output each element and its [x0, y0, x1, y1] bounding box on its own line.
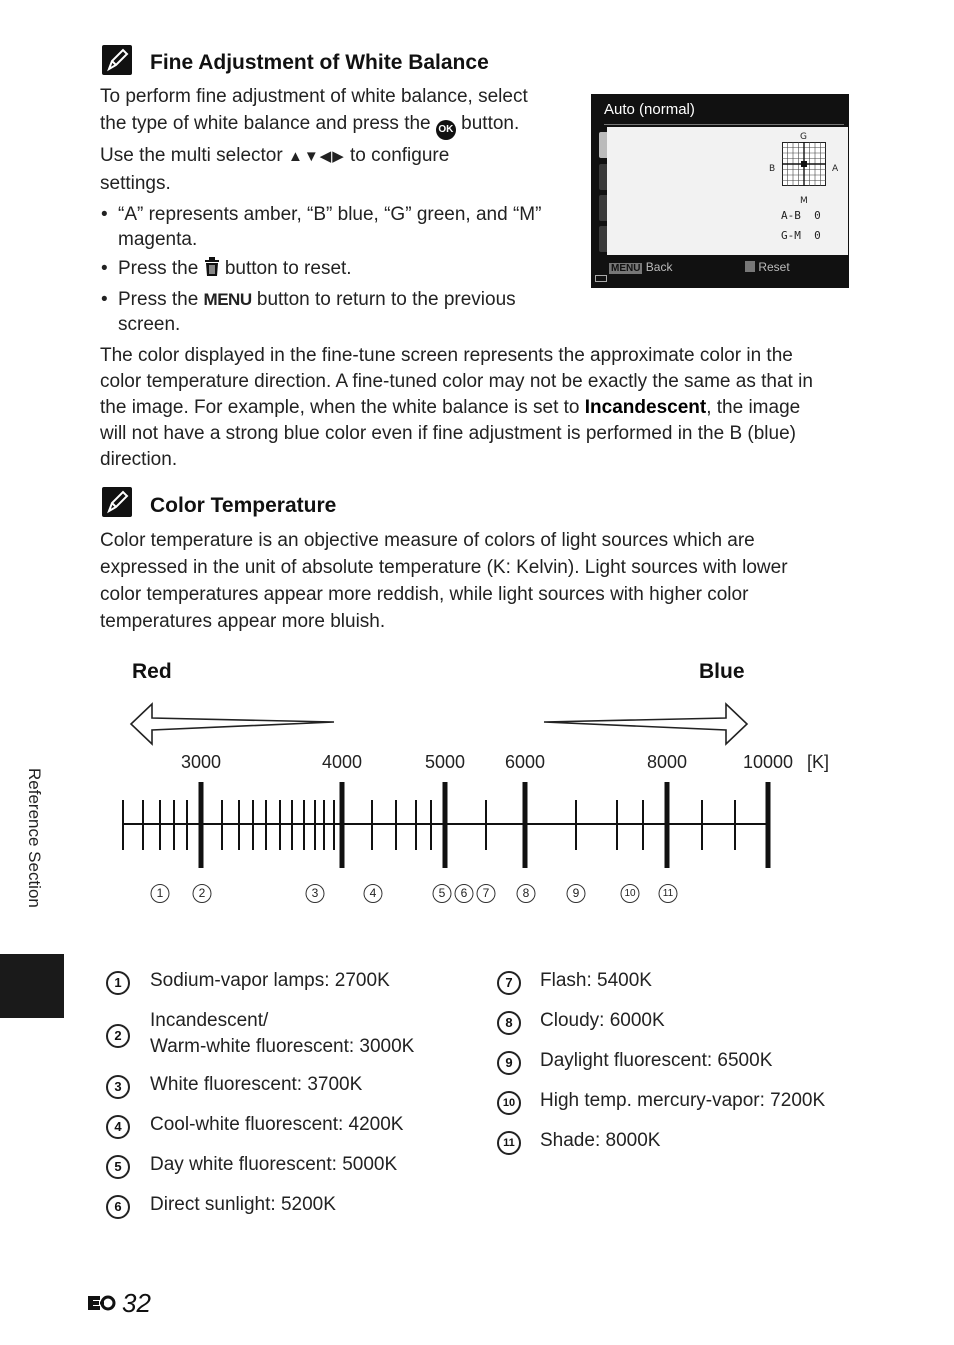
legend-number: 6 — [106, 1195, 130, 1219]
legend-item-flash: Flash: 5400K — [540, 970, 652, 991]
legend-number: 9 — [497, 1051, 521, 1075]
camera-tab — [599, 226, 607, 252]
trash-icon — [204, 257, 220, 284]
grid-label-m: M — [800, 196, 808, 206]
multi-selector-arrows-icon: ▲▼◀▶ — [287, 148, 345, 165]
scale-marker-5: 5 — [433, 884, 452, 903]
camera-reset-hint[interactable]: Reset — [745, 260, 790, 274]
incandescent-term: Incandescent — [584, 397, 707, 418]
kelvin-label-4000: 4000 — [321, 752, 363, 772]
red-arrow — [128, 701, 338, 747]
legend-number: 2 — [106, 1024, 130, 1048]
camera-title-rule — [604, 124, 844, 125]
intro-paragraph: To perform fine adjustment of white balance, select the type of white balance and press the OK button. — [100, 83, 570, 140]
legend-number: 5 — [106, 1155, 130, 1179]
white-balance-grid[interactable] — [782, 142, 826, 186]
legend-number: 11 — [497, 1131, 521, 1155]
blue-arrow — [541, 701, 751, 747]
bullet-item-color-letters: • “A” represents amber, “B” blue, “G” green, and “M” magenta. — [101, 204, 542, 250]
legend-number: 3 — [106, 1075, 130, 1099]
camera-tab — [599, 195, 607, 221]
legend-item-incandescent: Incandescent/ Warm-white fluorescent: 3000K — [150, 1010, 415, 1057]
legend-item-mercury-vapor: High temp. mercury-vapor: 7200K — [540, 1090, 826, 1111]
kelvin-label-10000: 10000 — [742, 752, 794, 772]
kelvin-label-3000: 3000 — [180, 752, 222, 772]
section-title-color-temperature: Color Temperature — [150, 494, 337, 517]
ok-button-icon: OK — [436, 120, 456, 140]
legend-item-shade: Shade: 8000K — [540, 1130, 661, 1151]
menu-button-icon: MENU — [203, 290, 252, 309]
legend-item-cloudy: Cloudy: 6000K — [540, 1010, 665, 1031]
scale-marker-3: 3 — [306, 884, 325, 903]
legend-item-sodium: Sodium-vapor lamps: 2700K — [150, 970, 390, 991]
legend-number: 8 — [497, 1011, 521, 1035]
note-pencil-icon — [102, 45, 132, 75]
scale-marker-1: 1 — [151, 884, 170, 903]
camera-fine-tune-screen — [591, 94, 849, 288]
section-thumb-tab — [0, 954, 64, 1018]
camera-screen-title: Auto (normal) — [604, 101, 695, 118]
legend-number: 1 — [106, 971, 130, 995]
scale-marker-9: 9 — [567, 884, 586, 903]
grid-label-g: G — [800, 132, 807, 142]
legend-item-direct-sunlight: Direct sunlight: 5200K — [150, 1194, 336, 1215]
blue-label: Blue — [699, 660, 745, 683]
reference-section-label: Reference Section — [25, 768, 44, 908]
section-title-fine-adjustment: Fine Adjustment of White Balance — [150, 51, 489, 74]
legend-number: 7 — [497, 971, 521, 995]
menu-key-icon: MENU — [611, 263, 641, 274]
legend-item-cool-white: Cool-white fluorescent: 4200K — [150, 1114, 404, 1135]
scale-marker-7: 7 — [477, 884, 496, 903]
kelvin-unit: [K] — [806, 752, 830, 772]
scale-marker-4: 4 — [364, 884, 383, 903]
color-temperature-paragraph: Color temperature is an objective measure of colors of light sources which are expressed in the unit of absolute temperature (K: Kelvin). Light sources with lower color temperatures appear more reddish, while light sources with higher color temperatures appear more bluish. — [100, 530, 788, 632]
trash-small-icon — [745, 261, 755, 272]
kelvin-label-5000: 5000 — [424, 752, 466, 772]
note-pencil-icon — [102, 487, 132, 517]
kelvin-label-8000: 8000 — [646, 752, 688, 772]
fine-tune-panel — [607, 127, 848, 255]
multi-selector-paragraph: Use the multi selector ▲▼◀▶ to configure settings. — [100, 145, 450, 194]
kelvin-label-6000: 6000 — [504, 752, 546, 772]
kelvin-scale — [0, 778, 954, 878]
scale-marker-10: 10 — [621, 884, 640, 903]
legend-item-white-fluorescent: White fluorescent: 3700K — [150, 1074, 363, 1095]
scale-marker-6: 6 — [455, 884, 474, 903]
grid-label-a: A — [832, 164, 839, 174]
gm-readout: G-M 0 — [781, 229, 821, 242]
bullet-item-reset: • Press the button to reset. — [118, 256, 568, 284]
legend-number: 10 — [497, 1091, 521, 1115]
legend-item-daylight-fluorescent: Daylight fluorescent: 6500K — [540, 1050, 773, 1071]
scale-marker-8: 8 — [517, 884, 536, 903]
grid-label-b: B — [769, 164, 776, 174]
scale-marker-11: 11 — [659, 884, 678, 903]
battery-icon — [595, 275, 607, 282]
fine-tune-explanation: The color displayed in the fine-tune screen represents the approximate color in the color temperature direction. A fine-tuned color may not be exactly the same as that in the image. For example, when the white balance is set to Incandescent, the image will not have a strong blue color even if fine adjustment is performed in the B (blue) direction. — [100, 345, 813, 470]
legend-number: 4 — [106, 1115, 130, 1139]
scale-marker-2: 2 — [193, 884, 212, 903]
page-number: 32 — [86, 1288, 151, 1319]
camera-tab — [599, 164, 607, 190]
ab-readout: A-B 0 — [781, 209, 821, 222]
bullet-item-menu: • Press the MENU button to return to the previous screen. — [101, 289, 516, 335]
red-label: Red — [132, 660, 172, 683]
camera-back-hint[interactable]: MENU Back — [611, 260, 673, 274]
camera-tab — [599, 132, 607, 158]
e-reference-icon — [86, 1290, 122, 1312]
legend-item-day-white: Day white fluorescent: 5000K — [150, 1154, 398, 1175]
